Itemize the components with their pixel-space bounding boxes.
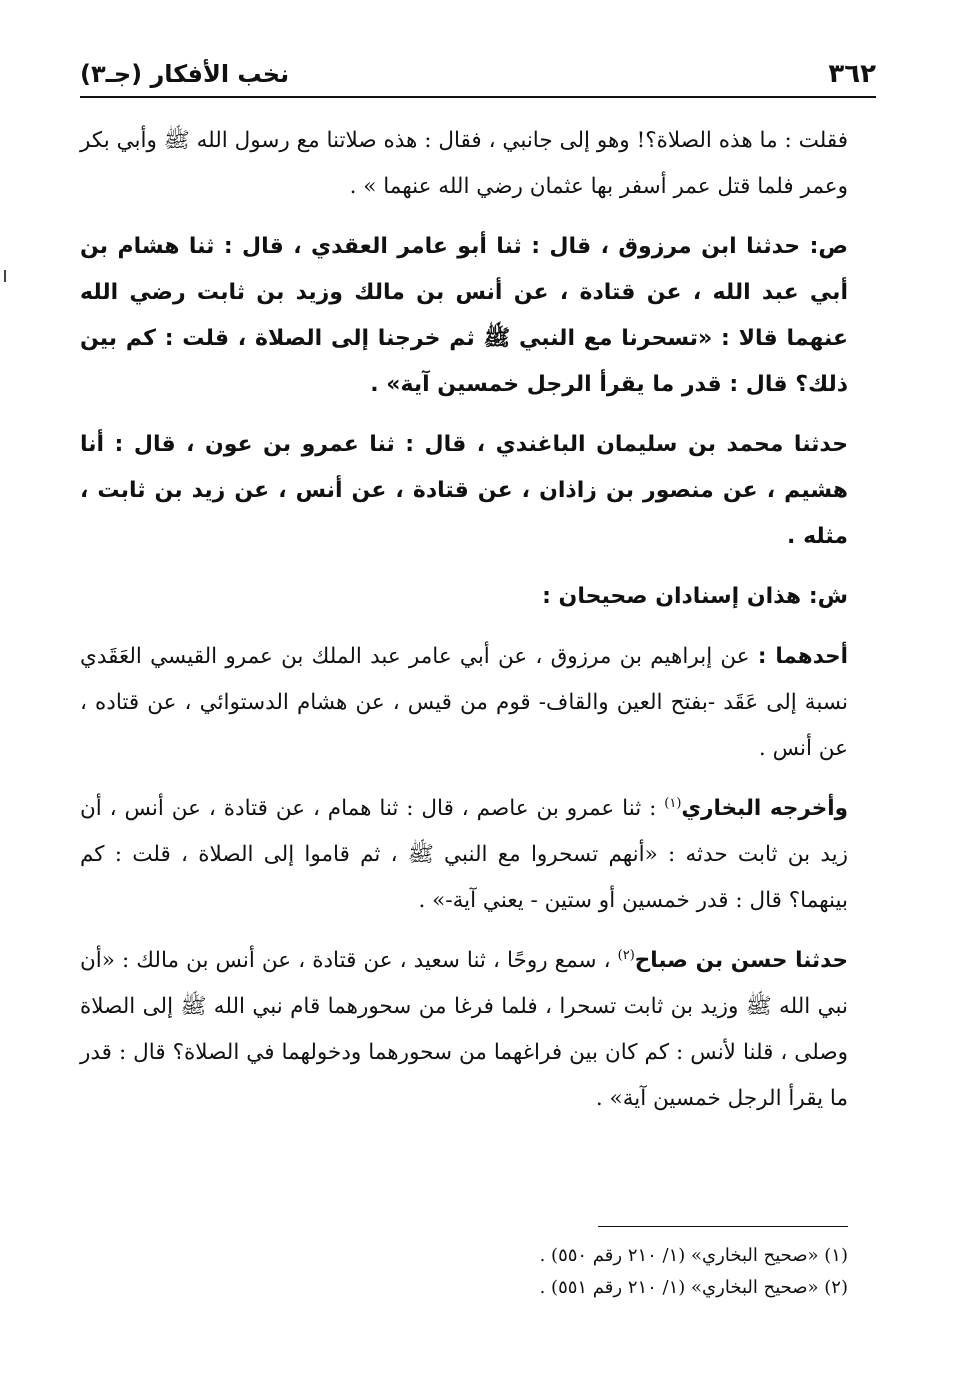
page-header	[80, 52, 876, 98]
paragraph-lead: ش:	[808, 584, 848, 609]
paragraph-commentary-intro	[80, 574, 848, 620]
paragraph-bukhari-1	[80, 786, 848, 924]
scan-margin-mark	[4, 270, 6, 282]
paragraph-lead: ص:	[809, 234, 848, 259]
paragraph-text: حدثنا ابن مرزوق ، قال : ثنا أبو عامر العقدي ، قال : ثنا هشام بن أبي عبد الله ، عن قتادة ، عن أنس بن مالك وزيد بن ثابت رضي الله عنهما قالا : «تسحرنا مع النبي ﷺ ثم خرجنا إلى الصلاة ، قلت : كم بين ذلك؟ قال : قدر ما يقرأ الرجل خمسين آية» .	[80, 234, 848, 397]
footnote-2: (٢) «صحيح البخاري» (١/ ٢١٠ رقم ٥٥١) .	[539, 1277, 848, 1298]
paragraph-text: ، سمع روحًا ، ثنا سعيد ، عن قتادة ، عن أنس بن مالك : «أن نبي الله ﷺ وزيد بن ثابت تسحرا ، فلما فرغا من سحورهما قام نبي الله ﷺ إلى الصلاة وصلى ، قلنا لأنس : كم كان بين فراغهما من سحورهما ودخولهما في الصلاة؟ قال : قدر ما يقرأ الرجل خمسين آية» .	[80, 948, 848, 1111]
footnote-1: (١) «صحيح البخاري» (١/ ٢١٠ رقم ٥٥٠) .	[539, 1245, 848, 1266]
running-title: نخب الأفكار (جـ٣)	[80, 60, 290, 88]
paragraph-lead: حدثنا حسن بن صباح	[634, 948, 849, 973]
paragraph-hadith-chain-1	[80, 224, 848, 408]
paragraph-text: : ثنا عمرو بن عاصم ، قال : ثنا همام ، عن قتادة ، عن أنس ، أن زيد بن ثابت حدثه : «أنهم تسحروا مع النبي ﷺ ، ثم قاموا إلى الصلاة ، قلت : كم بينهما؟ قال : قدر خمسين أو ستين - يعني آية-» .	[80, 796, 848, 913]
page-number: ٣٦٢	[828, 59, 876, 89]
paragraph-1	[80, 118, 848, 210]
footnote-divider	[598, 1226, 848, 1227]
paragraph-text: هذان إسنادان صحيحان :	[542, 584, 802, 609]
paragraph-text: فقلت : ما هذه الصلاة؟! وهو إلى جانبي ، فقال : هذه صلاتنا مع رسول الله ﷺ وأبي بكر وعمر فلما قتل عمر أسفر بها عثمان رضي الله عنهما » .	[80, 128, 848, 199]
paragraph-bukhari-2	[80, 938, 848, 1122]
paragraph-lead: وأخرجه البخاري	[681, 796, 848, 821]
footnotes	[80, 1240, 848, 1304]
paragraph-text: حدثنا محمد بن سليمان الباغندي ، قال : ثنا عمرو بن عون ، قال : أنا هشيم ، عن منصور بن زاذان ، عن قتادة ، عن أنس ، عن زيد بن ثابت ، مثله .	[80, 432, 848, 549]
paragraph-first-chain	[80, 634, 848, 772]
paragraph-hadith-chain-2	[80, 422, 848, 560]
paragraph-lead: أحدهما :	[757, 644, 849, 669]
main-text	[80, 118, 848, 1136]
footnote-reference: (٢)	[617, 947, 635, 963]
paragraph-text: عن إبراهيم بن مرزوق ، عن أبي عامر عبد الملك بن عمرو القيسي العَقَدي نسبة إلى عَقَد -بفتح العين والقاف- قوم من قيس ، عن هشام الدستوائي ، عن قتاده ، عن أنس .	[80, 644, 848, 761]
footnote-reference: (١)	[664, 795, 682, 811]
